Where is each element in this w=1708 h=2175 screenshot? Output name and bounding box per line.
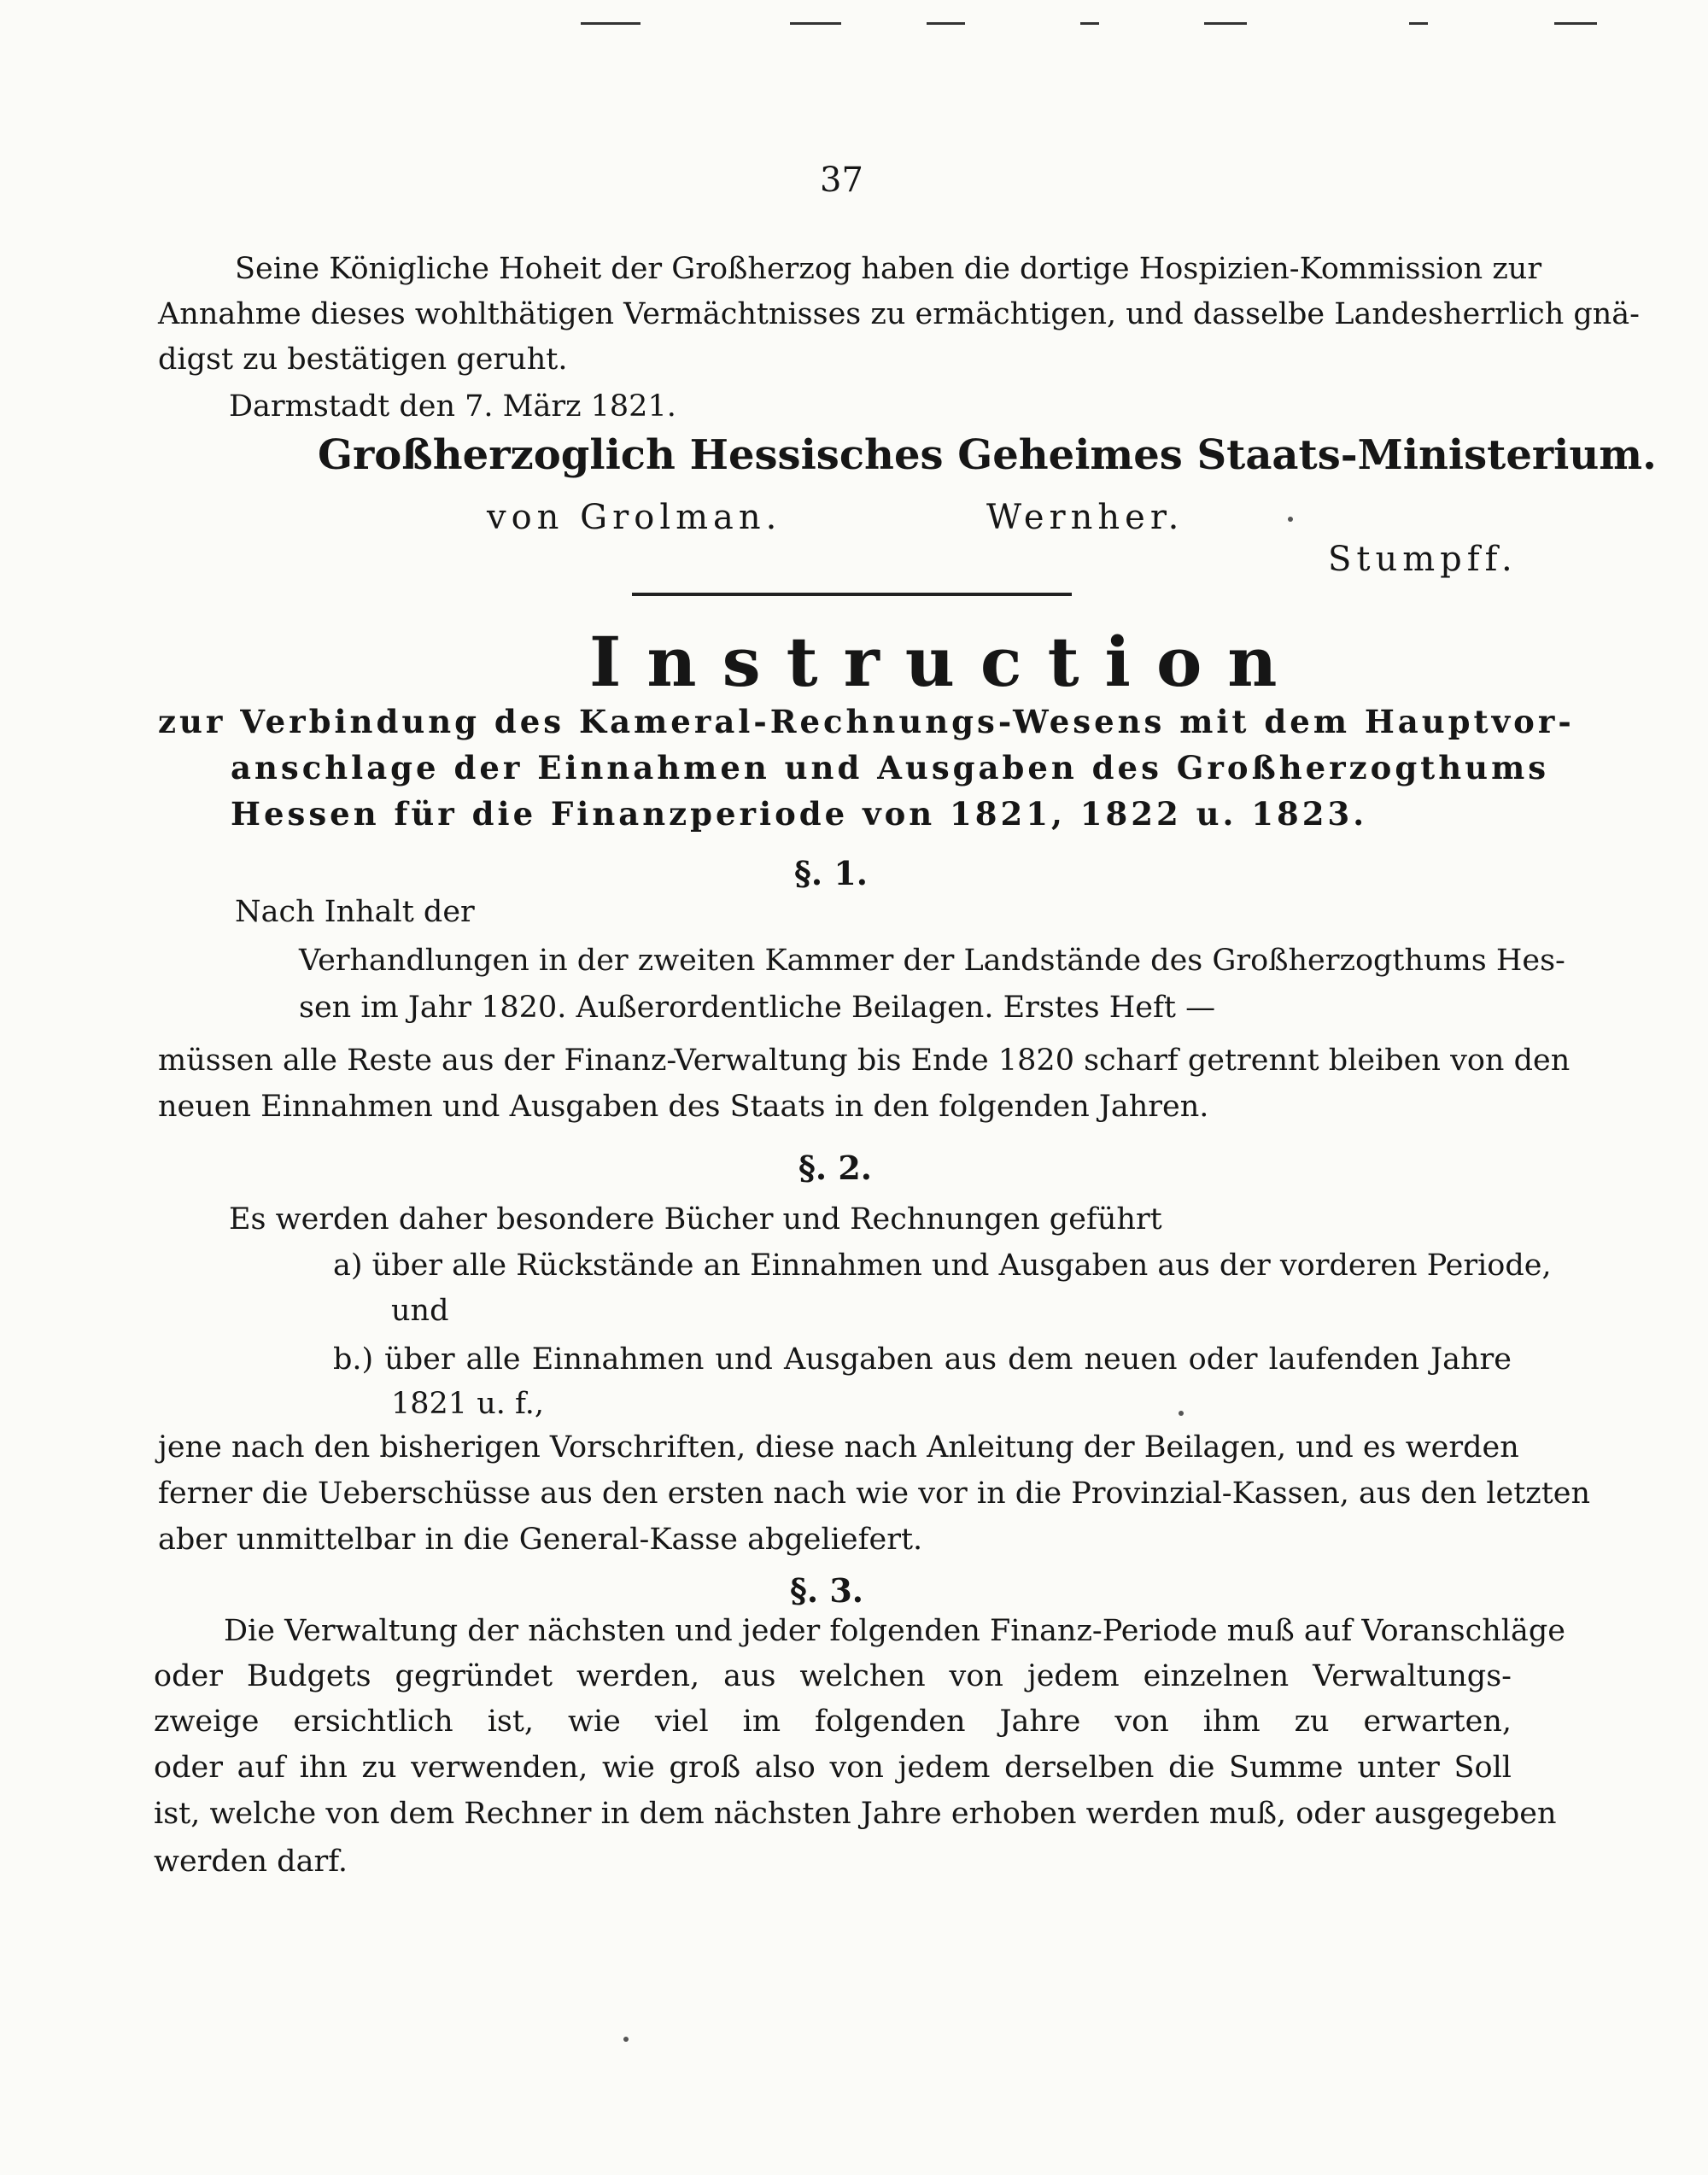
section-line: neuen Einnahmen und Ausgaben des Staats in den folgenden Jahren.: [158, 1090, 1209, 1124]
place-date: Darmstadt den 7. März 1821.: [229, 389, 676, 424]
document-title: Instruction: [589, 622, 1303, 702]
signature-grolman: von Grolman.: [487, 498, 782, 537]
section-line: Die Verwaltung der nächsten und jeder folgenden Finanz-Periode muß auf Voranschläge: [224, 1614, 1565, 1648]
ink-speck: [1179, 1411, 1184, 1416]
section-line: zweige ersichtlich ist, wie viel im folgenden Jahre von ihm zu erwarten,: [154, 1704, 1512, 1739]
approval-line: Seine Königliche Hoheit der Großherzog haben die dortige Hospizien-Kommission zur: [235, 252, 1542, 286]
approval-line: Annahme dieses wohlthätigen Vermächtnisses zu ermächtigen, und dasselbe Landesherrlich gnä-: [158, 297, 1640, 331]
signature-stumpff: Stumpff.: [1328, 540, 1518, 579]
section-line: und: [391, 1294, 449, 1328]
section-line: 1821 u. f.,: [391, 1387, 544, 1421]
scan-dash: [1409, 22, 1428, 25]
scan-dash: [1204, 22, 1247, 25]
section-heading: §. 3.: [790, 1571, 864, 1610]
section-heading: §. 1.: [794, 854, 869, 892]
scan-dash: [1080, 22, 1099, 25]
approval-line: digst zu bestätigen geruht.: [158, 342, 568, 377]
scan-dash: [581, 22, 640, 25]
ministry-name: Großherzoglich Hessisches Geheimes Staats-Ministerium.: [318, 431, 1657, 479]
section-line: sen im Jahr 1820. Außerordentliche Beilagen. Erstes Heft —: [299, 991, 1216, 1025]
section-line: Nach Inhalt der: [235, 895, 475, 929]
subtitle-line: Hessen für die Finanzperiode von 1821, 1822 u. 1823.: [231, 795, 1368, 833]
ink-speck: [1288, 517, 1293, 522]
page-number: 37: [820, 161, 863, 200]
section-line: oder Budgets gegründet werden, aus welchen von jedem einzelnen Verwaltungs-: [154, 1659, 1512, 1693]
section-line: aber unmittelbar in die General-Kasse abgeliefert.: [158, 1523, 923, 1557]
section-line: Verhandlungen in der zweiten Kammer der Landstände des Großherzogthums Hes-: [299, 944, 1565, 978]
subtitle-line: zur Verbindung des Kameral-Rechnungs-Wesens mit dem Hauptvor-: [158, 703, 1575, 740]
ink-speck: [623, 2037, 629, 2042]
scan-dash: [927, 22, 965, 25]
scan-dash: [790, 22, 841, 25]
section-line: Es werden daher besondere Bücher und Rechnungen geführt: [229, 1202, 1162, 1237]
separator-rule: [632, 593, 1072, 596]
section-line: oder auf ihn zu verwenden, wie groß also von jedem derselben die Summe unter Soll: [154, 1751, 1512, 1785]
section-line: jene nach den bisherigen Vorschriften, diese nach Anleitung der Beilagen, und es werden: [158, 1430, 1519, 1465]
subtitle-line: anschlage der Einnahmen und Ausgaben des Großherzogthums: [231, 749, 1550, 786]
section-line: ist, welche von dem Rechner in dem nächsten Jahre erhoben werden muß, oder ausgegeben: [154, 1797, 1557, 1831]
section-line: ferner die Ueberschüsse aus den ersten nach wie vor in die Provinzial-Kassen, aus den letzten: [158, 1476, 1591, 1511]
section-line: a) über alle Rückstände an Einnahmen und Ausgaben aus der vorderen Periode,: [333, 1248, 1552, 1283]
section-line: werden darf.: [154, 1845, 348, 1879]
section-line: müssen alle Reste aus der Finanz-Verwaltung bis Ende 1820 scharf getrennt bleiben von den: [158, 1044, 1571, 1078]
section-line: b.) über alle Einnahmen und Ausgaben aus dem neuen oder laufenden Jahre: [333, 1342, 1512, 1377]
scan-dash: [1554, 22, 1597, 25]
signature-wernher: Wernher.: [986, 498, 1184, 537]
section-heading: §. 2.: [798, 1149, 873, 1187]
